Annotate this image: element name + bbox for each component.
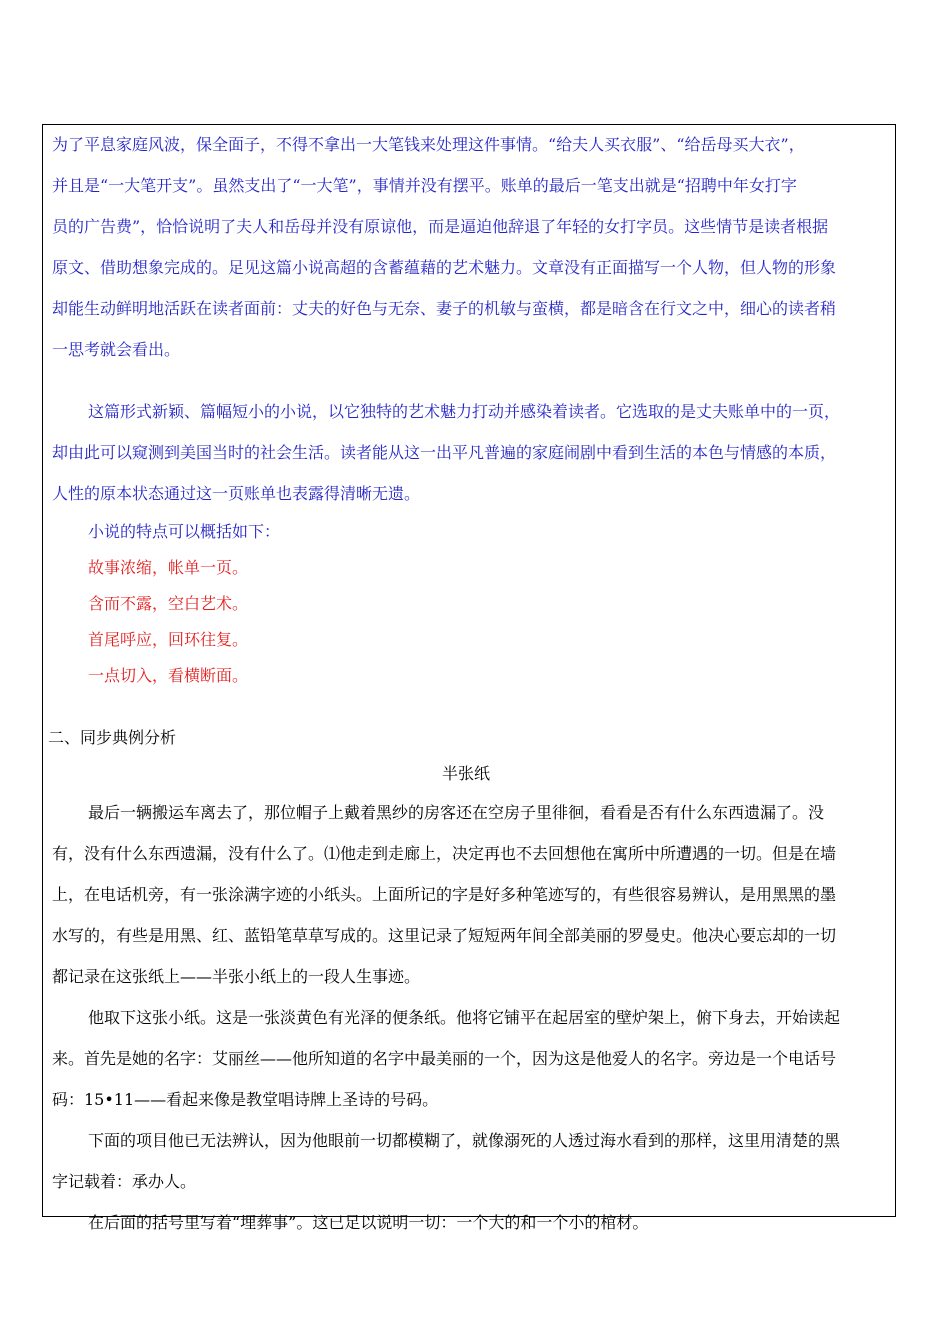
text-line: 在后面的括号里写着“埋葬事”。这已足以说明一切：一个大的和一个小的棺材。 xyxy=(88,1213,649,1232)
feature-item: 首尾呼应，回环往复。 xyxy=(88,630,249,649)
features-intro: 小说的特点可以概括如下： xyxy=(88,522,281,541)
story-paragraph-1 xyxy=(52,792,890,997)
feature-item: 故事浓缩，帐单一页。 xyxy=(88,558,249,577)
text-line: 人性的原本状态通过这一页账单也表露得清晰无遗。 xyxy=(52,484,421,503)
text-line: 为了平息家庭风波，保全面子，不得不拿出一大笔钱来处理这件事情。“给夫人买衣服”、“给岳母买大衣”， xyxy=(52,135,805,154)
text-line: 并且是“一大笔开支”。虽然支出了“一大笔”，事情并没有摆平。账单的最后一笔支出就是“招聘中年女打字 xyxy=(52,176,797,195)
feature-item: 一点切入，看横断面。 xyxy=(88,666,249,685)
document-body xyxy=(48,124,890,1243)
text-line: 字记载着：承办人。 xyxy=(52,1172,197,1191)
text-line: 来。首先是她的名字：艾丽丝——他所知道的名字中最美丽的一个，因为这是他爱人的名字。旁边是一个电话号 xyxy=(52,1049,837,1068)
text-line: 最后一辆搬运车离去了，那位帽子上戴着黑纱的房客还在空房子里徘徊，看看是否有什么东西遗漏了。没 xyxy=(88,803,825,822)
text-line: 上，在电话机旁，有一张涂满字迹的小纸头。上面所记的字是好多种笔迹写的，有些很容易辨认，是用黑黑的墨 xyxy=(52,885,837,904)
text-line: 却能生动鲜明地活跃在读者面前：丈夫的好色与无奈、妻子的机敏与蛮横，都是暗含在行文之中，细心的读者稍 xyxy=(52,299,837,318)
story-paragraph-3 xyxy=(52,1120,890,1202)
analysis-paragraph-1 xyxy=(52,124,890,370)
text-line: 下面的项目他已无法辨认，因为他眼前一切都模糊了，就像溺死的人透过海水看到的那样，这里用清楚的黑 xyxy=(88,1131,841,1150)
text-line: 员的广告费”，恰恰说明了夫人和岳母并没有原谅他，而是逼迫他辞退了年轻的女打字员。这些情节是读者根据 xyxy=(52,217,829,236)
text-line: 都记录在这张纸上——半张小纸上的一段人生事迹。 xyxy=(52,967,421,986)
story-title: 半张纸 xyxy=(441,764,490,783)
text-line: 他取下这张小纸。这是一张淡黄色有光泽的便条纸。他将它铺平在起居室的壁炉架上，俯下身去，开始读起 xyxy=(88,1008,841,1027)
text-line: 水写的，有些是用黑、红、蓝铅笔草草写成的。这里记录了短短两年间全部美丽的罗曼史。他决心要忘却的一切 xyxy=(52,926,837,945)
text-line: 有，没有什么东西遗漏，没有什么了。⑴他走到走廊上，决定再也不去回想他在寓所中所遭遇的一切。但是在墙 xyxy=(52,844,837,863)
section-heading: 二、同步典例分析 xyxy=(48,728,177,747)
text-line: 一思考就会看出。 xyxy=(52,340,181,359)
text-line: 码：15•11——看起来像是教堂唱诗牌上圣诗的号码。 xyxy=(52,1090,439,1109)
features-list xyxy=(52,550,890,694)
feature-item: 含而不露，空白艺术。 xyxy=(88,594,249,613)
story-paragraph-2 xyxy=(52,997,890,1120)
text-line: 这篇形式新颖、篇幅短小的小说，以它独特的艺术魅力打动并感染着读者。它选取的是丈夫账单中的一页， xyxy=(88,402,841,421)
analysis-paragraph-2 xyxy=(52,391,890,514)
text-line: 却由此可以窥测到美国当时的社会生活。读者能从这一出平凡普遍的家庭闹剧中看到生活的本色与情感的本质， xyxy=(52,443,837,462)
story-paragraph-4 xyxy=(52,1202,890,1243)
text-line: 原文、借助想象完成的。足见这篇小说高超的含蓄蕴藉的艺术魅力。文章没有正面描写一个人物，但人物的形象 xyxy=(52,258,837,277)
